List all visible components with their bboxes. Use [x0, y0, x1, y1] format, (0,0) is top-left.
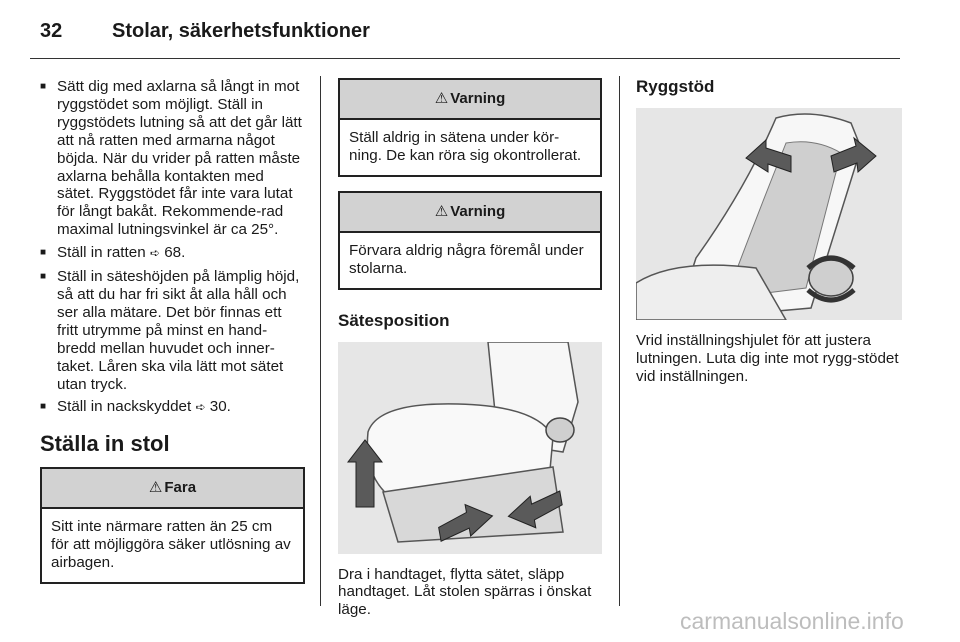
list-item: ■ Ställ in nackskyddet ➪ 30. [40, 398, 305, 417]
page-header [40, 20, 370, 43]
danger-box-text: Sitt inte närmare ratten än 25 cm för att möjliggöra säker utlösning av airbagen. [51, 518, 291, 572]
warning-triangle-icon: ⚠ [434, 202, 449, 220]
instruction-list [40, 78, 305, 417]
list-item: ■ Ställ in ratten ➪ 68. [40, 244, 305, 263]
warning-box-text: Förvara aldrig några föremål under stolarna. [349, 241, 584, 277]
header-rule [30, 58, 900, 59]
list-item: ■ Sätt dig med axlarna så långt in mot ryggstödet som möjligt. Ställ in ryggstödets lutning så att det går lätt att nå ratten med armarna något böjda. När du vrider på ratten måste axlarna behålla kontakten med sätet. Ryggstödet får inte vara lutat för långt bakåt. Rekommende-rad maximal lutningsvinkel är ca 25°. [40, 78, 305, 239]
list-item: ■ Ställ in säteshöjden på lämplig höjd, så att du har fri sikt åt alla håll och ser alla mätare. Det bör finnas ett fritt utrymme på minst en hand-bredd mellan huvudet och inner-taket. Låren ska vila lätt mot sätet utan tryck. [40, 268, 305, 393]
page-reference-arrow-icon: ➪ [149, 246, 160, 261]
page-reference[interactable]: 68. [164, 244, 186, 262]
warning-box-1 [338, 78, 602, 177]
page-reference-arrow-icon: ➪ [195, 400, 206, 415]
warning-triangle-icon: ⚠ [434, 90, 449, 107]
column-divider-1 [320, 76, 321, 606]
warning-box-title: ⚠ Varning [340, 193, 600, 233]
page-reference[interactable]: 30. [209, 398, 231, 416]
page-number: 32 [40, 20, 63, 42]
section-heading-ryggstod: Ryggstöd [636, 77, 715, 96]
column-1 [40, 78, 305, 598]
seat-position-caption: Dra i handtaget, flytta sätet, släpp handtaget. Låt stolen spärras i önskat läge. [338, 565, 592, 619]
backrest-caption: Vrid inställningshjulet för att justera lutningen. Luta dig inte mot rygg-stödet vid inställningen. [636, 331, 899, 385]
column-3 [636, 78, 902, 386]
warning-box-title: ⚠ Varning [340, 80, 600, 120]
warning-box-2 [338, 191, 602, 290]
backrest-illustration [636, 108, 902, 320]
danger-box-title: ⚠ Fara [42, 469, 303, 509]
seat-position-illustration [338, 342, 602, 554]
warning-box-text: Ställ aldrig in sätena under kör-ning. De kan röra sig okontrollerat. [349, 129, 582, 164]
warning-triangle-icon: ⚠ [148, 479, 163, 497]
danger-box [40, 467, 305, 584]
column-divider-2 [619, 76, 620, 606]
watermark: carmanualsonline.info [680, 608, 904, 634]
section-heading-stalla-in-stol: Ställa in stol [40, 431, 170, 457]
column-2 [338, 78, 602, 619]
section-heading-satesposition: Sätesposition [338, 310, 450, 330]
page-title: Stolar, säkerhetsfunktioner [112, 20, 370, 42]
